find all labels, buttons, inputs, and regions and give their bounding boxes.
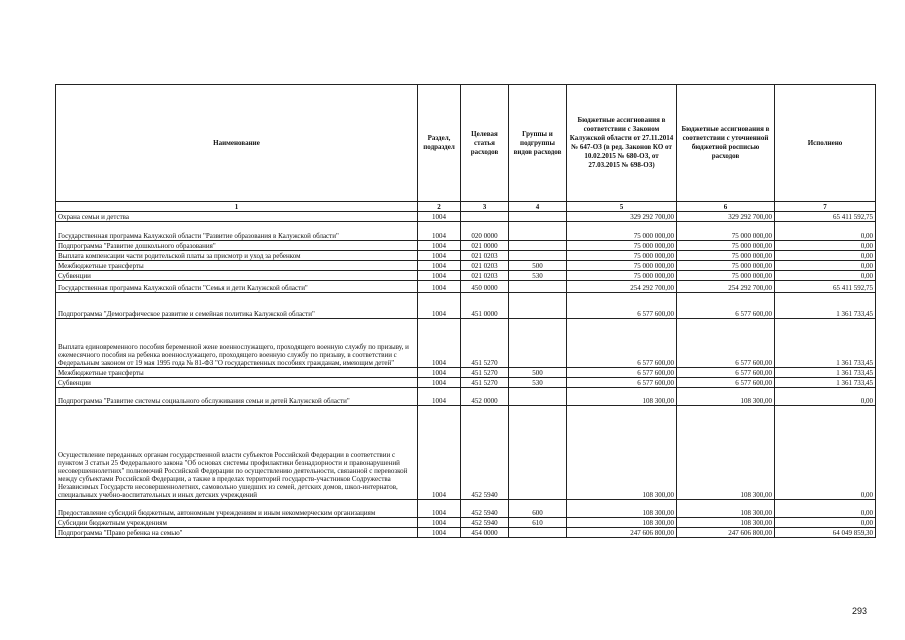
row-section: 1004 (418, 406, 461, 500)
row-article: 451 5270 (461, 319, 509, 368)
row-name: Выплата единовременного пособия беременной жене военнослужащего, проходящего военную службу по призыву, и ежемесячного пособия на ребенка военнослужащего, проходящего военную службу по призыву, в соответствии с Федеральным законом от 19 мая 1995 года № 81-ФЗ "О государственных пособиях гражданам, имеющим детей" (56, 319, 418, 368)
row-group (509, 388, 567, 406)
row-adjusted-amount: 108 300,00 (677, 500, 775, 518)
row-adjusted-amount: 6 577 600,00 (677, 368, 775, 378)
row-law-amount: 254 292 700,00 (567, 281, 677, 293)
row-article: 021 0203 (461, 251, 509, 261)
row-adjusted-amount: 108 300,00 (677, 518, 775, 528)
row-name: Субвенции (56, 378, 418, 388)
table-row (56, 261, 876, 271)
column-number: 5 (567, 202, 677, 212)
row-article: 021 0000 (461, 241, 509, 251)
row-group (509, 319, 567, 368)
row-group (509, 406, 567, 500)
header-section: Раздел, подраздел (418, 85, 461, 202)
table-row (56, 281, 876, 293)
table-row (56, 406, 876, 500)
row-article: 020 0000 (461, 222, 509, 241)
row-executed-amount: 0,00 (775, 261, 876, 271)
table-row (56, 251, 876, 261)
row-name: Межбюджетные трансферты (56, 368, 418, 378)
table-body (56, 212, 876, 538)
row-adjusted-amount: 108 300,00 (677, 406, 775, 500)
row-article: 452 0000 (461, 388, 509, 406)
row-group (509, 241, 567, 251)
row-adjusted-amount: 247 606 800,00 (677, 528, 775, 538)
row-group: 500 (509, 368, 567, 378)
row-section: 1004 (418, 528, 461, 538)
row-section: 1004 (418, 222, 461, 241)
row-article: 021 0203 (461, 271, 509, 281)
row-executed-amount: 0,00 (775, 388, 876, 406)
row-section: 1004 (418, 261, 461, 271)
row-group: 500 (509, 261, 567, 271)
row-group (509, 251, 567, 261)
row-executed-amount: 1 361 733,45 (775, 368, 876, 378)
row-name: Выплата компенсации части родительской платы за присмотр и уход за ребенком (56, 251, 418, 261)
row-name: Подпрограмма "Развитие дошкольного образования" (56, 241, 418, 251)
table-header-row (56, 85, 876, 202)
row-group (509, 528, 567, 538)
row-adjusted-amount: 75 000 000,00 (677, 241, 775, 251)
table-row (56, 271, 876, 281)
row-law-amount: 75 000 000,00 (567, 251, 677, 261)
row-name: Подпрограмма "Демографическое развитие и семейная политика Калужской области" (56, 293, 418, 319)
row-executed-amount: 1 361 733,45 (775, 293, 876, 319)
row-group (509, 281, 567, 293)
row-adjusted-amount: 254 292 700,00 (677, 281, 775, 293)
row-section: 1004 (418, 368, 461, 378)
row-adjusted-amount: 6 577 600,00 (677, 378, 775, 388)
row-section: 1004 (418, 378, 461, 388)
row-group: 600 (509, 500, 567, 518)
row-section: 1004 (418, 281, 461, 293)
header-adjusted: Бюджетные ассигнования в соответствии с уточненной бюджетной росписью расходов (677, 85, 775, 202)
row-adjusted-amount: 75 000 000,00 (677, 222, 775, 241)
column-number: 4 (509, 202, 567, 212)
row-name: Подпрограмма "Развитие системы социального обслуживания семьи и детей Калужской области" (56, 388, 418, 406)
row-section: 1004 (418, 271, 461, 281)
row-executed-amount: 0,00 (775, 251, 876, 261)
row-law-amount: 108 300,00 (567, 406, 677, 500)
row-executed-amount: 0,00 (775, 406, 876, 500)
row-executed-amount: 0,00 (775, 241, 876, 251)
row-name: Межбюджетные трансферты (56, 261, 418, 271)
row-executed-amount: 1 361 733,45 (775, 319, 876, 368)
row-adjusted-amount: 6 577 600,00 (677, 319, 775, 368)
row-section: 1004 (418, 319, 461, 368)
column-number: 7 (775, 202, 876, 212)
column-number-row (56, 202, 876, 212)
row-executed-amount: 0,00 (775, 222, 876, 241)
row-adjusted-amount: 108 300,00 (677, 388, 775, 406)
table-row (56, 293, 876, 319)
column-number: 3 (461, 202, 509, 212)
row-name: Предоставление субсидий бюджетным, автономным учреждениям и иным некоммерческим организациям (56, 500, 418, 518)
row-article: 452 5940 (461, 406, 509, 500)
row-article: 451 5270 (461, 378, 509, 388)
column-number: 6 (677, 202, 775, 212)
row-law-amount: 108 300,00 (567, 500, 677, 518)
row-group (509, 212, 567, 222)
row-adjusted-amount: 75 000 000,00 (677, 261, 775, 271)
table-row (56, 368, 876, 378)
header-executed: Исполнено (775, 85, 876, 202)
row-section: 1004 (418, 251, 461, 261)
row-name: Субсидии бюджетным учреждениям (56, 518, 418, 528)
row-group: 530 (509, 271, 567, 281)
table-row (56, 212, 876, 222)
row-section: 1004 (418, 212, 461, 222)
header-article: Целевая статья расходов (461, 85, 509, 202)
row-adjusted-amount: 75 000 000,00 (677, 271, 775, 281)
row-law-amount: 247 606 800,00 (567, 528, 677, 538)
table-row (56, 222, 876, 241)
row-executed-amount: 0,00 (775, 518, 876, 528)
column-number: 1 (56, 202, 418, 212)
row-executed-amount: 65 411 592,75 (775, 281, 876, 293)
row-law-amount: 75 000 000,00 (567, 241, 677, 251)
row-section: 1004 (418, 500, 461, 518)
page-number: 293 (851, 606, 867, 616)
row-section: 1004 (418, 518, 461, 528)
row-section: 1004 (418, 241, 461, 251)
column-number: 2 (418, 202, 461, 212)
row-name: Охрана семьи и детства (56, 212, 418, 222)
row-law-amount: 108 300,00 (567, 518, 677, 528)
table-row (56, 528, 876, 538)
row-executed-amount: 0,00 (775, 500, 876, 518)
row-law-amount: 75 000 000,00 (567, 222, 677, 241)
table-row (56, 241, 876, 251)
row-name: Осуществление переданных органам государственной власти субъектов Российской Федерации в соответствии с пунктом 3 статьи 25 Федерального закона "Об основах системы профилактики безнадзорности и правонарушений несовершеннолетних" полномочий Российской Федерации по осуществлению деятельности, связанной с перевозкой между субъектами Российской Федерации, а также в пределах территорий государств-участников Содружества Независимых Государств несовершеннолетних, самовольно ушедших из семей, детских домов, школ-интернатов, специальных учебно-воспитательных и иных детских учреждений (56, 406, 418, 500)
row-group (509, 293, 567, 319)
row-article (461, 212, 509, 222)
row-law-amount: 329 292 700,00 (567, 212, 677, 222)
table-row (56, 319, 876, 368)
row-name: Государственная программа Калужской области "Развитие образования в Калужской области" (56, 222, 418, 241)
row-adjusted-amount: 329 292 700,00 (677, 212, 775, 222)
row-group: 610 (509, 518, 567, 528)
header-name: Наименование (56, 85, 418, 202)
row-name: Государственная программа Калужской области "Семья и дети Калужской области" (56, 281, 418, 293)
row-law-amount: 6 577 600,00 (567, 378, 677, 388)
row-executed-amount: 65 411 592,75 (775, 212, 876, 222)
row-article: 452 5940 (461, 500, 509, 518)
header-law: Бюджетные ассигнования в соответствии с Законом Калужской области от 27.11.2014 № 647-ОЗ (в ред. Законов КО от 10.02.2015 № 680-ОЗ, от 27.03.2015 № 698-ОЗ) (567, 85, 677, 202)
row-name: Подпрограмма "Право ребенка на семью" (56, 528, 418, 538)
row-law-amount: 75 000 000,00 (567, 271, 677, 281)
row-law-amount: 6 577 600,00 (567, 319, 677, 368)
row-article: 021 0203 (461, 261, 509, 271)
row-group (509, 222, 567, 241)
table-row (56, 388, 876, 406)
row-law-amount: 6 577 600,00 (567, 293, 677, 319)
row-law-amount: 6 577 600,00 (567, 368, 677, 378)
table-row (56, 378, 876, 388)
row-article: 452 5940 (461, 518, 509, 528)
row-executed-amount: 1 361 733,45 (775, 378, 876, 388)
row-section: 1004 (418, 293, 461, 319)
row-law-amount: 108 300,00 (567, 388, 677, 406)
row-law-amount: 75 000 000,00 (567, 261, 677, 271)
row-executed-amount: 64 049 859,30 (775, 528, 876, 538)
table-row (56, 500, 876, 518)
budget-table (55, 84, 876, 538)
header-groups: Группы и подгруппы видов расходов (509, 85, 567, 202)
table-row (56, 518, 876, 528)
row-section: 1004 (418, 388, 461, 406)
row-article: 450 0000 (461, 281, 509, 293)
row-group: 530 (509, 378, 567, 388)
row-article: 451 0000 (461, 293, 509, 319)
row-name: Субвенции (56, 271, 418, 281)
row-article: 454 0000 (461, 528, 509, 538)
row-article: 451 5270 (461, 368, 509, 378)
row-adjusted-amount: 6 577 600,00 (677, 293, 775, 319)
row-executed-amount: 0,00 (775, 271, 876, 281)
row-adjusted-amount: 75 000 000,00 (677, 251, 775, 261)
